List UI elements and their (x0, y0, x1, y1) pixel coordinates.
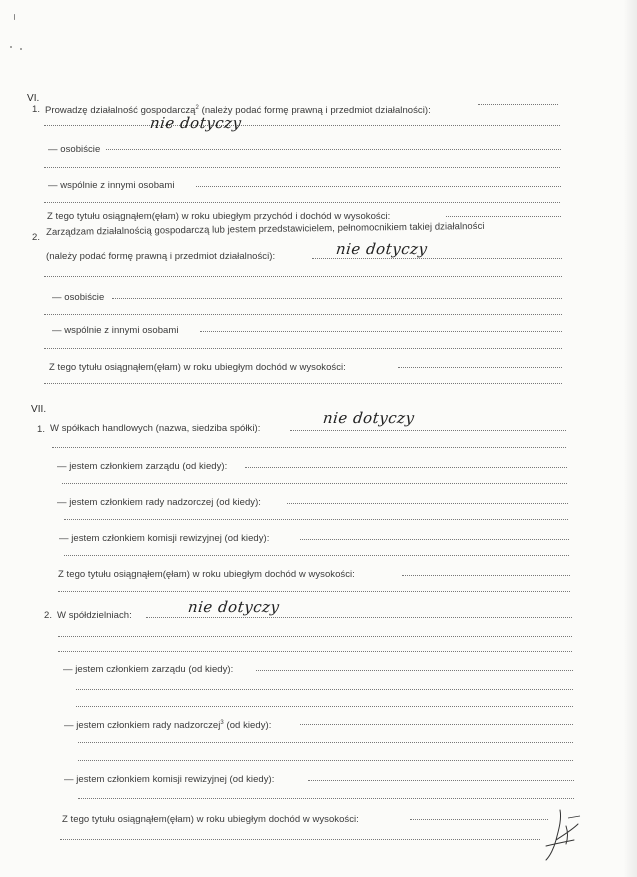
fill-line (300, 723, 573, 725)
vii-item2-income: Z tego tytułu osiągnąłem(ęłam) w roku ubiegłym dochód w wysokości: (62, 814, 359, 825)
vii-item2-zarzad: — jestem członkiem zarządu (od kiedy): (63, 664, 234, 675)
vii-item1-rada: — jestem członkiem rady nadzorczej (od kiedy): (57, 497, 261, 508)
fill-line (44, 313, 562, 315)
fill-line (64, 554, 569, 556)
vii-item1-zarzad: — jestem członkiem zarządu (od kiedy): (57, 461, 228, 472)
vi-item2-osobiscie: — osobiście (52, 292, 105, 303)
fill-line (78, 797, 574, 799)
fill-line (52, 446, 566, 448)
vi-item2-label-line2: (należy podać formę prawną i przedmiot działalności): (46, 251, 276, 262)
vii-item2-rada: — jestem członkiem rady nadzorczej$^3$ (od kiedy): (64, 720, 272, 732)
fill-line (44, 166, 560, 168)
fill-line (76, 688, 573, 690)
vi-item1-wspolnie: — wspólnie z innymi osobami (48, 180, 175, 191)
fill-line (44, 347, 562, 349)
fill-line (78, 759, 573, 761)
vi-item2-wspolnie: — wspólnie z innymi osobami (52, 325, 179, 336)
vi-item2-income: Z tego tytułu osiągnąłem(ęłam) w roku ubiegłym dochód w wysokości: (49, 362, 346, 373)
section-vii-heading: VII. (31, 404, 47, 415)
handwritten-not-applicable: nie dotyczy (335, 240, 429, 258)
vii-item1-komisja: — jestem członkiem komisji rewizyjnej (od kiedy): (59, 533, 270, 544)
fill-line (44, 124, 560, 126)
scan-shadow (623, 0, 637, 877)
vii-item1-label: W spółkach handlowych (nazwa, siedziba spółki): (50, 423, 261, 434)
fill-line (60, 838, 540, 840)
section-vi-heading: VI. (27, 93, 40, 104)
scan-speck (20, 48, 22, 50)
fill-line (64, 518, 568, 520)
fill-line (256, 669, 573, 671)
fill-line (58, 650, 572, 652)
vi-item1-number: 1. (32, 104, 41, 115)
handwritten-not-applicable: nie dotyczy (149, 114, 243, 132)
fill-line (196, 185, 561, 187)
vii-item2-label: W spółdzielniach: (57, 610, 132, 621)
fill-line (446, 215, 561, 217)
fill-line (58, 635, 572, 637)
fill-line (58, 590, 570, 592)
fill-line (290, 429, 566, 431)
handwritten-not-applicable: nie dotyczy (187, 598, 281, 616)
fill-line (478, 103, 558, 105)
fill-line (44, 382, 562, 384)
fill-line (76, 705, 573, 707)
fill-line (78, 741, 573, 743)
fill-line (62, 482, 567, 484)
vi-item1-label: Prowadzę działalność gospodarczą$^2$ (należy podać formę prawną i przedmiot działalności): (45, 105, 431, 117)
signature-scribble (538, 806, 584, 866)
scan-speck (14, 14, 15, 20)
vi-item1-osobiscie: — osobiście (48, 144, 101, 155)
vi-item2-number: 2. (32, 232, 41, 243)
fill-line (308, 779, 574, 781)
fill-line (402, 574, 570, 576)
fill-line (106, 148, 561, 150)
fill-line (398, 366, 562, 368)
vii-item2-number: 2. (44, 610, 53, 621)
scan-speck (10, 46, 12, 48)
fill-line (300, 538, 569, 540)
fill-line (44, 275, 562, 277)
fill-line (245, 466, 567, 468)
vii-item1-number: 1. (37, 424, 46, 435)
fill-line (146, 616, 572, 618)
vii-item1-income: Z tego tytułu osiągnąłem(ęłam) w roku ubiegłym dochód w wysokości: (58, 569, 355, 580)
fill-line (410, 818, 548, 820)
fill-line (44, 201, 560, 203)
vi-item1-income: Z tego tytułu osiągnąłem(ęłam) w roku ubiegłym przychód i dochód w wysokości: (47, 211, 391, 222)
handwritten-not-applicable: nie dotyczy (322, 409, 416, 427)
vii-item2-komisja: — jestem członkiem komisji rewizyjnej (od kiedy): (64, 774, 275, 785)
vi-item2-label-line1: Zarządzam działalnością gospodarczą lub jestem przedstawicielem, pełnomocnikiem takiej działalności (46, 220, 485, 238)
fill-line (287, 502, 568, 504)
fill-line (200, 330, 562, 332)
fill-line (112, 297, 562, 299)
